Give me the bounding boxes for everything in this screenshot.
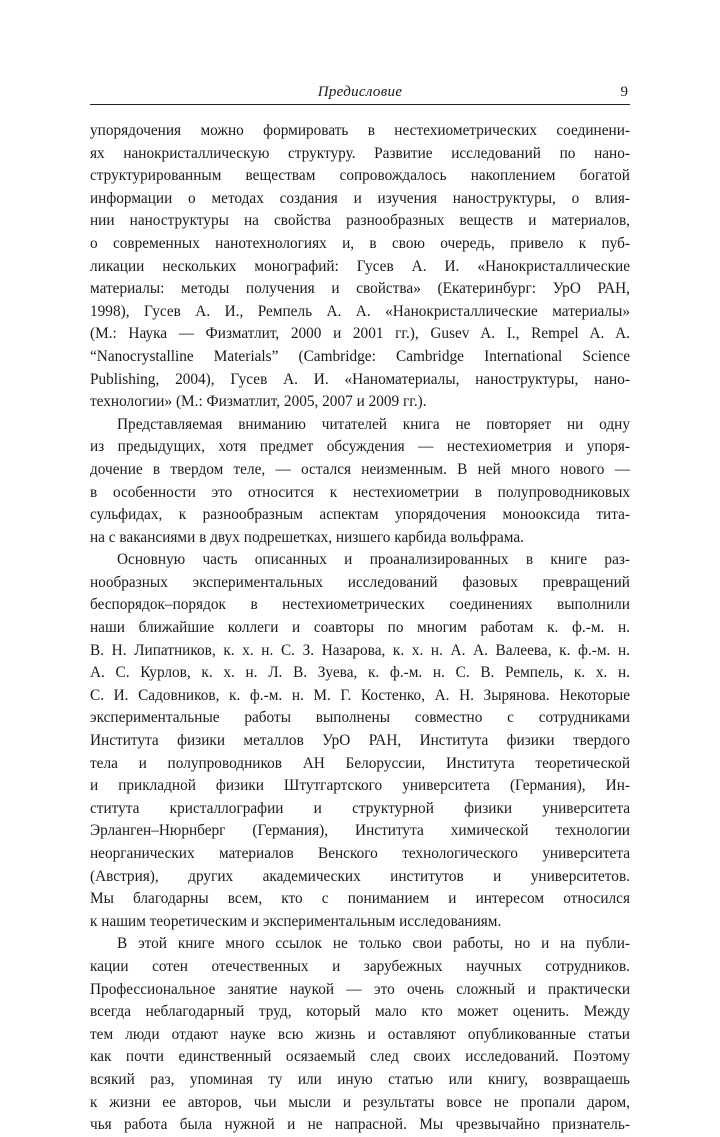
text-line: Основную часть описанных и проанализированных в книге раз- [117,551,630,569]
text-line: нообразных экспериментальных исследований фазовых превращений [90,573,630,591]
text-line: ях нанокристаллическую структуру. Развитие исследований по нано- [90,144,630,162]
text-line: неорганических материалов Венского технологического университета [90,845,630,862]
text-line: В этой книге много ссылок не только свои работы, но и на публи- [117,935,630,953]
text-line: Представляемая вниманию читателей книга не повторяет ни одну [117,415,630,433]
text-line: в особенности это относится к нестехиометрии в полупроводниковых [90,483,630,501]
paragraph [90,414,630,550]
text-line: тем люди отдают науке всю жизнь и оставляют опубликованные статьи [90,1025,630,1043]
text-line: как почти единственный осязаемый след своих исследований. Поэтому [90,1048,630,1066]
text-line: Профессиональное занятие наукой — это очень сложный и практически [90,980,630,998]
text-line: на с вакансиями в двух подрешетках, низшего карбида вольфрама. [90,528,524,546]
text-line: информации о методах создания и изучения наноструктуры, о влия- [90,189,630,207]
text-line: технологии» (М.: Физматлит, 2005, 2007 и 2009 гг.). [90,393,427,411]
text-line: ститута кристаллографии и структурной физики университета [90,799,630,817]
text-line: (Австрия), других академических институтов и университетов. [90,867,630,885]
text-line: ликации нескольких монографий: Гусев А. И. «Нанокристаллические [90,257,630,275]
paragraph [90,549,630,933]
text-line: всегда неблагодарный труд, который мало кто может оценить. Между [90,1003,630,1021]
text-line: Института физики металлов УрО РАН, Института физики твердого [90,732,630,750]
text-line: 1998), Гусев А. И., Ремпель А. А. «Нанокристаллические материалы» [90,302,630,320]
text-line: тела и полупроводников АН Белоруссии, Института теоретической [90,754,630,772]
text-line: о современных нанотехнологиях и, в свою очередь, привело к пуб- [90,234,630,252]
text-line: к нашим теоретическим и экспериментальным исследованиям. [90,912,502,930]
text-line: А. С. Курлов, к. х. н. Л. В. Зуева, к. ф.-м. н. С. В. Ремпель, к. х. н. [90,664,630,682]
body-text [90,120,630,1137]
text-line: Мы благодарны всем, кто с пониманием и интересом относился [90,890,630,908]
text-line: экспериментальные работы выполнены совместно с сотрудниками [90,709,630,727]
running-title: Предисловие [317,84,403,100]
text-line: чья работа была нужной и не напрасной. Мы чрезвычайно признатель- [90,1116,630,1134]
text-line: упорядочения можно формировать в нестехиометрических соединени- [90,122,630,139]
paragraph [90,120,630,414]
text-line: из предыдущих, хотя предмет обсуждения — нестехиометрия и упоря- [90,438,630,456]
text-line: дочение в твердом теле, — остался неизменным. В ней много нового — [90,460,630,478]
text-line: “Nanocrystalline Materials” (Cambridge: Cambridge International Science [90,347,630,365]
header-rule [90,104,630,105]
text-line: к жизни ее авторов, чьи мысли и результаты вовсе не пропали даром, [90,1093,630,1111]
text-line: сульфидах, к разнообразным аспектам упорядочения монооксида тита- [90,506,630,524]
text-line: Эрланген–Нюрнберг (Германия), Института химической технологии [90,822,630,840]
text-line: беспорядок–порядок в нестехиометрических соединениях выполнили [90,596,630,614]
text-line: наши ближайшие коллеги и соавторы по многим работам к. ф.-м. н. [90,619,630,637]
text-line: материалы: методы получения и свойства» (Екатеринбург: УрО РАН, [90,280,630,298]
text-line: (М.: Наука — Физматлит, 2000 и 2001 гг.), Gusev A. I., Rempel A. A. [90,325,630,343]
text-line: кации сотен отечественных и зарубежных научных сотрудников. [90,957,630,975]
text-line: В. Н. Липатников, к. х. н. С. З. Назарова, к. х. н. А. А. Валеева, к. ф.-м. н. [90,641,630,659]
text-line: и прикладной физики Штутгартского университета (Германия), Ин- [90,777,630,795]
text-line: структурированным веществам сопровождалось накоплением богатой [90,167,630,185]
page-number: 9 [620,84,628,100]
text-line: нии наноструктуры на свойства разнообразных веществ и материалов, [90,212,630,230]
text-line: всякий раз, упоминая ту или иную статью или книгу, возвращаешь [90,1070,630,1088]
text-line: С. И. Садовников, к. ф.-м. н. М. Г. Костенко, А. Н. Зырянова. Некоторые [90,686,630,704]
paragraph [90,933,630,1136]
text-line: Publishing, 2004), Гусев А. И. «Наноматериалы, наноструктуры, нано- [90,370,630,388]
running-header [90,84,630,104]
